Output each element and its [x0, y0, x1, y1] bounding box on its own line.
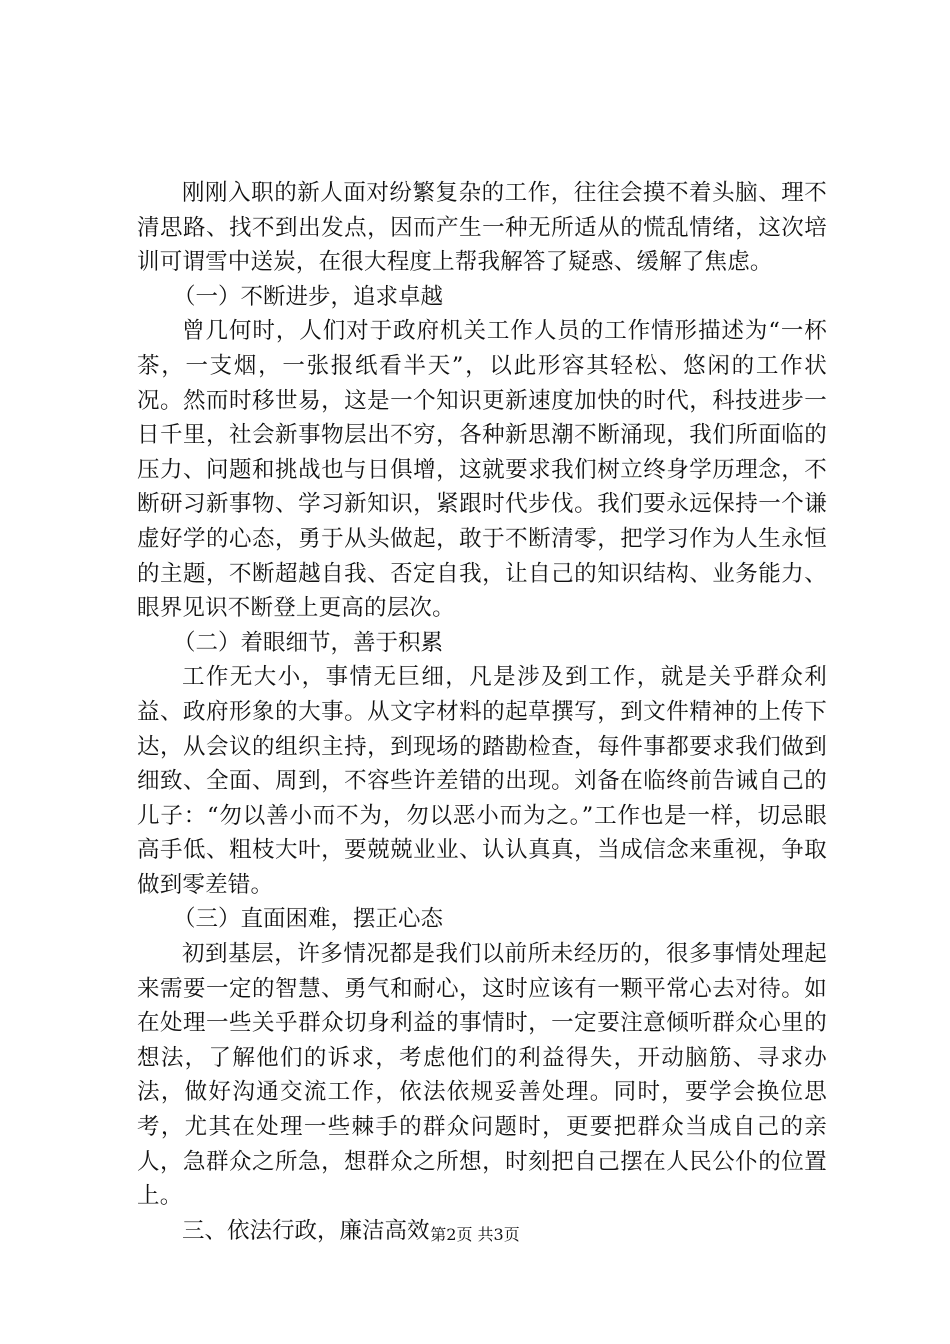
paragraph-section-3: 初到基层，许多情况都是我们以前所未经历的，很多事情处理起来需要一定的智慧、勇气和耐心，这时应该有一颗平常心去对待。如在处理一些关乎群众切身利益的事情时，一定要注意倾听群众心里的想法，了解他们的诉求，考虑他们的利益得失，开动脑筋、寻求办法，做好沟通交流工作，依法依规妥善处理。同时，要学会换位思考，尤其在处理一些棘手的群众问题时，更要把群众当成自己的亲人，急群众之所急，想群众之所想，时刻把自己摆在人民公仆的位置上。 [137, 941, 827, 1210]
paragraph-section-1: 曾几何时，人们对于政府机关工作人员的工作情形描述为“一杯茶，一支烟，一张报纸看半天”，以此形容其轻松、悠闲的工作状况。然而时移世易，这是一个知识更新速度加快的时代，科技进步一日千里，社会新事物层出不穷，各种新思潮不断涌现，我们所面临的压力、问题和挑战也与日俱增，这就要求我们树立终身学历理念，不断研习新事物、学习新知识，紧跟时代步伐。我们要永远保持一个谦虚好学的心态，勇于从头做起，敢于不断清零，把学习作为人生永恒的主题，不断超越自我、否定自我，让自己的知识结构、业务能力、眼界见识不断登上更高的层次。 [137, 318, 827, 622]
document-body [137, 176, 827, 1248]
paragraph-intro: 刚刚入职的新人面对纷繁复杂的工作，往往会摸不着头脑、理不清思路、找不到出发点，因而产生一种无所适从的慌乱情绪，这次培训可谓雪中送炭，在很大程度上帮我解答了疑惑、缓解了焦虑。 [137, 180, 827, 276]
paragraph-section-2: 工作无大小，事情无巨细，凡是涉及到工作，就是关乎群众利益、政府形象的大事。从文字材料的起草撰写，到文件精神的上传下达，从会议的组织主持，到现场的踏勘检查，每件事都要求我们做到细致、全面、周到，不容些许差错的出现。刘备在临终前告诫自己的儿子：“勿以善小而不为，勿以恶小而为之。”工作也是一样，切忌眼高手低、粗枝大叶，要兢兢业业、认认真真，当成信念来重视，争取做到零差错。 [137, 664, 827, 898]
section-heading-1: （一）不断进步，追求卓越 [173, 283, 444, 310]
page-footer: 第2页 共3页 [430, 1225, 520, 1244]
section-heading-2: （二）着眼细节，善于积累 [173, 629, 444, 656]
section-heading-3: （三）直面困难，摆正心态 [173, 906, 444, 933]
chapter-heading-3: 三、依法行政，廉洁高效 [182, 1217, 430, 1244]
